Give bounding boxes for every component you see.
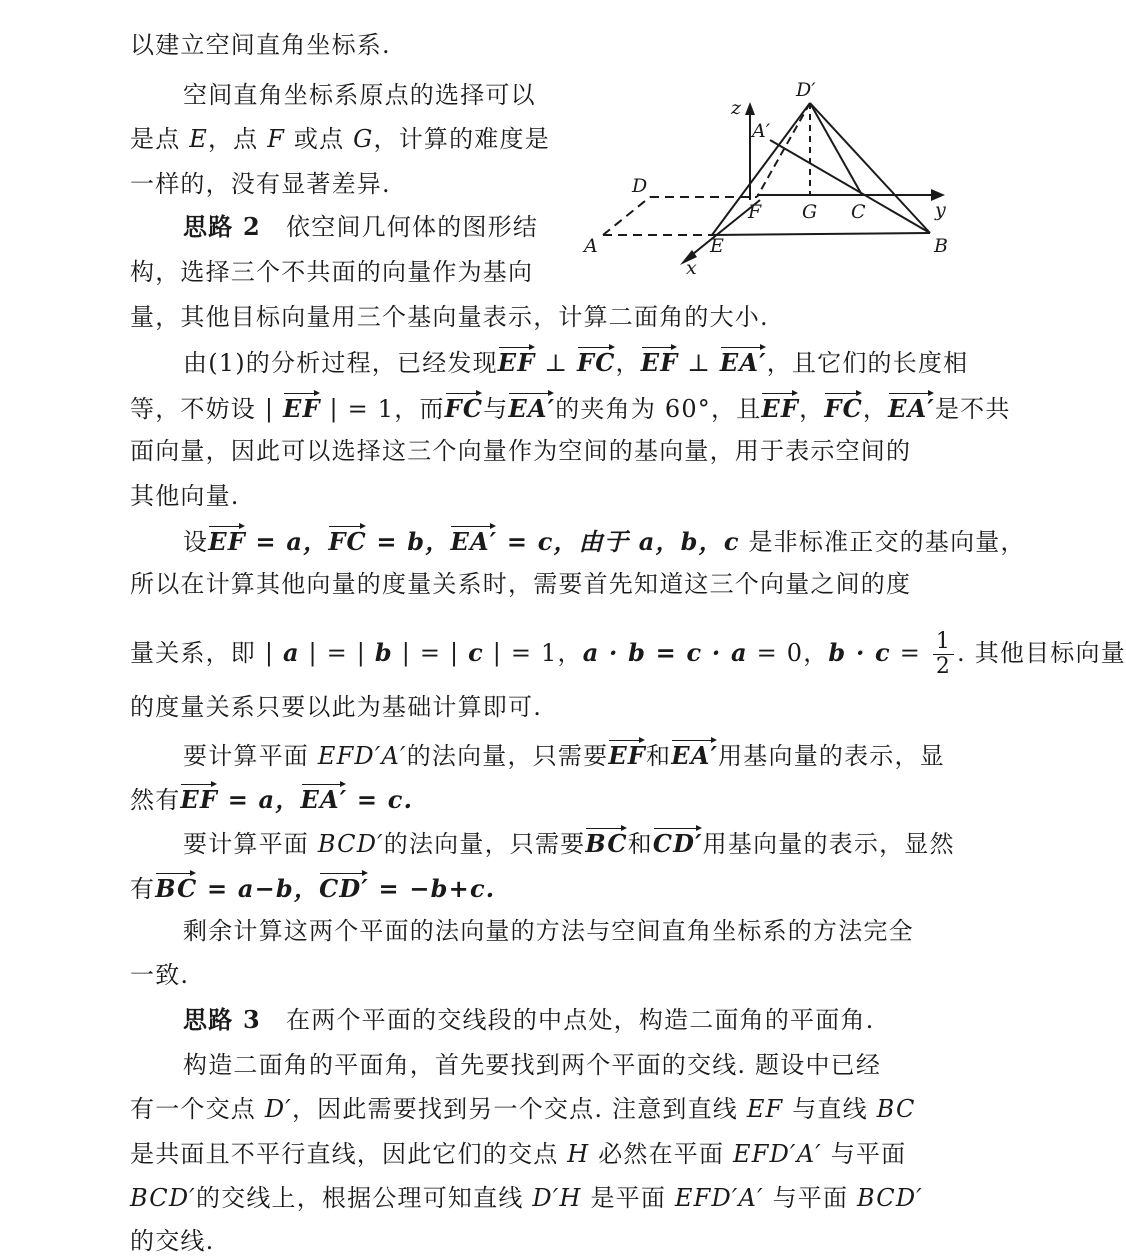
vector-EA: EA′	[301, 782, 348, 815]
text-line-25: 是共面且不平行直线，因此它们的交点 H 必然在平面 EFD′A′ 与平面	[130, 1140, 907, 1168]
label-G: G	[802, 201, 818, 223]
vector-FC: FC	[328, 524, 367, 557]
label-D: D	[632, 175, 648, 197]
text-line-19: 有BC = a−b，CD′ = −b+c.	[130, 871, 495, 904]
label-C: C	[851, 201, 866, 223]
vector-EA: EA′	[671, 738, 718, 771]
text-line-9: 等，不妨设 | EF | = 1，而FC与EA′的夹角为 60°，且EF，FC，EA′是不共	[130, 391, 1011, 424]
text-line-8: 由(1)的分析过程，已经发现EF ⊥ FC，EF ⊥ EA′，且它们的长度相	[183, 345, 968, 378]
vector-EF: EF	[498, 345, 536, 378]
label-x: x	[686, 257, 697, 279]
vector-BC: BC	[155, 871, 197, 904]
vector-EF: EF	[283, 391, 321, 424]
text-line-7: 量，其他目标向量用三个基向量表示，计算二面角的大小.	[130, 303, 769, 331]
text-line-1: 以建立空间直角坐标系.	[130, 31, 391, 59]
edge-ApB	[770, 140, 930, 233]
edge-DpB	[810, 103, 930, 233]
text-line-23: 构造二面角的平面角，首先要找到两个平面的交线. 题设中已经	[183, 1051, 882, 1079]
vector-FC: FC	[445, 391, 484, 424]
section-heading-3: 思路 3	[183, 1005, 261, 1034]
text-line-15: 的度量关系只要以此为基础计算即可.	[130, 693, 543, 721]
text-line-21: 一致.	[130, 961, 190, 989]
fraction-one-half: $\frac{1}{2}$	[933, 630, 954, 679]
vector-FC: FC	[824, 391, 863, 424]
z-axis-arrow	[745, 102, 755, 115]
vector-EA: EA′	[720, 345, 767, 378]
text-line-16: 要计算平面 EFD′A′的法向量，只需要EF和EA′用基向量的表示，显	[183, 738, 945, 771]
text-line-18: 要计算平面 BCD′的法向量，只需要BC和CD′用基向量的表示，显然	[183, 826, 955, 859]
text-line-6: 构，选择三个不共面的向量作为基向	[130, 258, 534, 286]
vector-EF: EF	[608, 738, 646, 771]
label-y: y	[935, 199, 946, 221]
text-line-10: 面向量，因此可以选择这三个向量作为空间的基向量，用于表示空间的	[130, 437, 912, 465]
text-line-5: 思路 2 依空间几何体的图形结	[183, 212, 539, 241]
text-line-26: BCD′的交线上，根据公理可知直线 D′H 是平面 EFD′A′ 与平面 BCD′	[130, 1184, 923, 1212]
text-line-24: 有一个交点 D′，因此需要找到另一个交点. 注意到直线 EF 与直线 BC	[130, 1095, 916, 1123]
vector-EA: EA′	[508, 391, 555, 424]
text-line-14: 量关系，即 | a | = | b | = | c | = 1，a · b = c · a = 0，b · c = $\frac{1}{2}$ . 其他目标向量	[130, 629, 1126, 679]
text-line-3: 是点 E，点 F 或点 G，计算的难度是	[130, 125, 550, 153]
edge-AD	[603, 197, 650, 235]
vector-EF: EF	[761, 391, 799, 424]
text-line-22: 思路 3 在两个平面的交线段的中点处，构造二面角的平面角.	[183, 1005, 875, 1034]
text-line-27: 的交线.	[130, 1227, 215, 1255]
text-line-11: 其他向量.	[130, 482, 240, 510]
text-line-12: 设EF = a，FC = b，EA′ = c，由于 a，b，c 是非标准正交的基向量，	[183, 524, 1026, 557]
vector-CD: CD′	[653, 826, 703, 859]
label-z: z	[731, 97, 742, 119]
label-F: F	[748, 201, 762, 223]
label-A: A	[584, 235, 598, 257]
text-line-4: 一样的，没有显著差异.	[130, 170, 391, 198]
label-B: B	[934, 235, 948, 257]
vector-FC: FC	[577, 345, 616, 378]
edge-DpF	[757, 103, 810, 197]
vector-CD: CD′	[319, 871, 369, 904]
vector-EF: EF	[180, 782, 218, 815]
text-line-13: 所以在计算其他向量的度量关系时，需要首先知道这三个向量之间的度	[130, 570, 912, 598]
text-line-20: 剩余计算这两个平面的法向量的方法与空间直角坐标系的方法完全	[183, 917, 914, 945]
vector-EF: EF	[208, 524, 246, 557]
vector-EA: EA′	[450, 524, 497, 557]
vector-BC: BC	[585, 826, 627, 859]
label-Dp: D′	[796, 79, 816, 101]
label-Ap: A′	[752, 120, 771, 142]
text-line-2: 空间直角坐标系原点的选择可以	[183, 81, 536, 109]
vector-EF: EF	[641, 345, 679, 378]
section-heading-2: 思路 2	[183, 212, 261, 241]
vector-EA: EA′	[888, 391, 935, 424]
edge-EB	[712, 233, 930, 235]
edge-DpC	[810, 103, 862, 195]
text-line-17: 然有EF = a，EA′ = c.	[130, 782, 413, 815]
label-E: E	[710, 235, 724, 257]
geometry-figure	[575, 75, 960, 280]
